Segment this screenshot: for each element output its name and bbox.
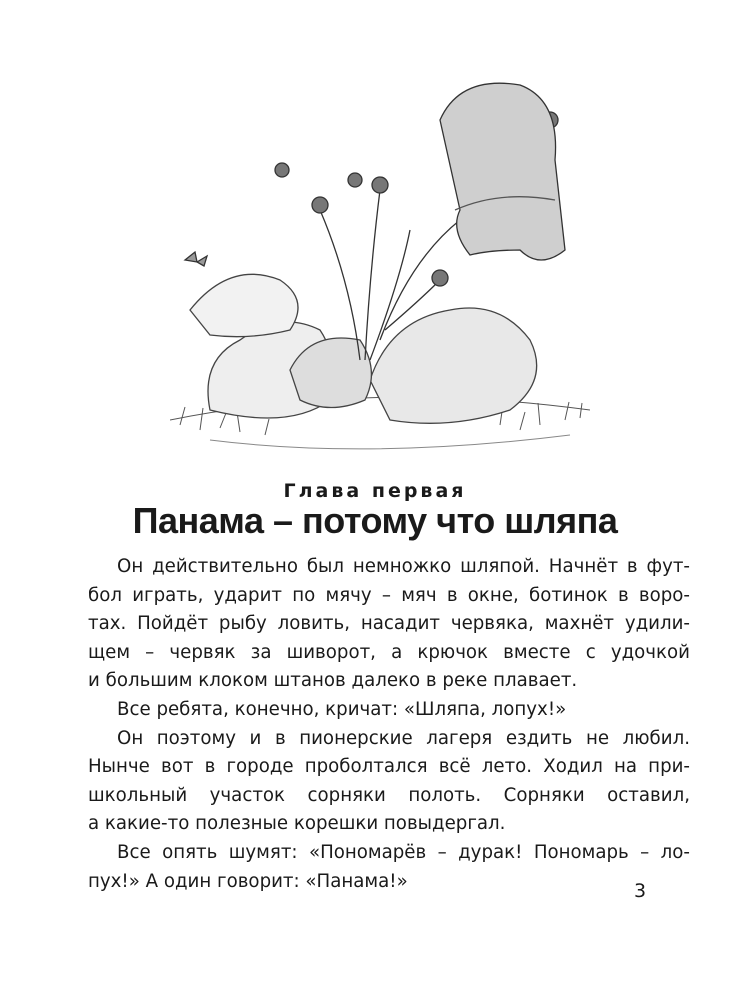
text-line: Все опять шумят: «Пономарёв – дурак! Пономарь – ло- xyxy=(117,841,690,863)
text-line: Он поэтому и в пионерские лагеря ездить не любил. xyxy=(117,727,690,749)
text-line: а какие-то полезные корешки повыдергал. xyxy=(88,813,506,835)
text-line: щем – червяк за шиворот, а крючок вместе с удочкой xyxy=(88,641,690,663)
chapter-title: Панама – потому что шляпа xyxy=(132,500,618,541)
text-line: и большим клоком штанов далеко в реке плавает. xyxy=(88,670,578,692)
hat xyxy=(440,83,565,260)
butterfly xyxy=(185,252,207,266)
text-line: Он действительно был немножко шляпой. Начнёт в фут- xyxy=(117,556,690,577)
text-line: пух!» А один говорит: «Панама!» xyxy=(88,870,408,892)
page-number: 3 xyxy=(634,880,647,902)
hat-burdock-illustration xyxy=(170,80,590,480)
text-line: бол играть, ударит по мячу – мяч в окне, ботинок в воро- xyxy=(88,584,690,606)
burdock-leaves xyxy=(190,274,537,423)
body-text xyxy=(88,553,690,896)
text-line: тах. Пойдёт рыбу ловить, насадит червяка, махнёт удили- xyxy=(88,613,690,635)
text-line: Нынче вот в городе проболтался всё лето. Ходил на при- xyxy=(88,756,690,778)
text-line: школьный участок сорняки полоть. Сорняки оставил, xyxy=(88,784,690,806)
chapter-label: Глава первая xyxy=(283,480,467,502)
text-line: Все ребята, конечно, кричат: «Шляпа, лопух!» xyxy=(117,698,567,720)
